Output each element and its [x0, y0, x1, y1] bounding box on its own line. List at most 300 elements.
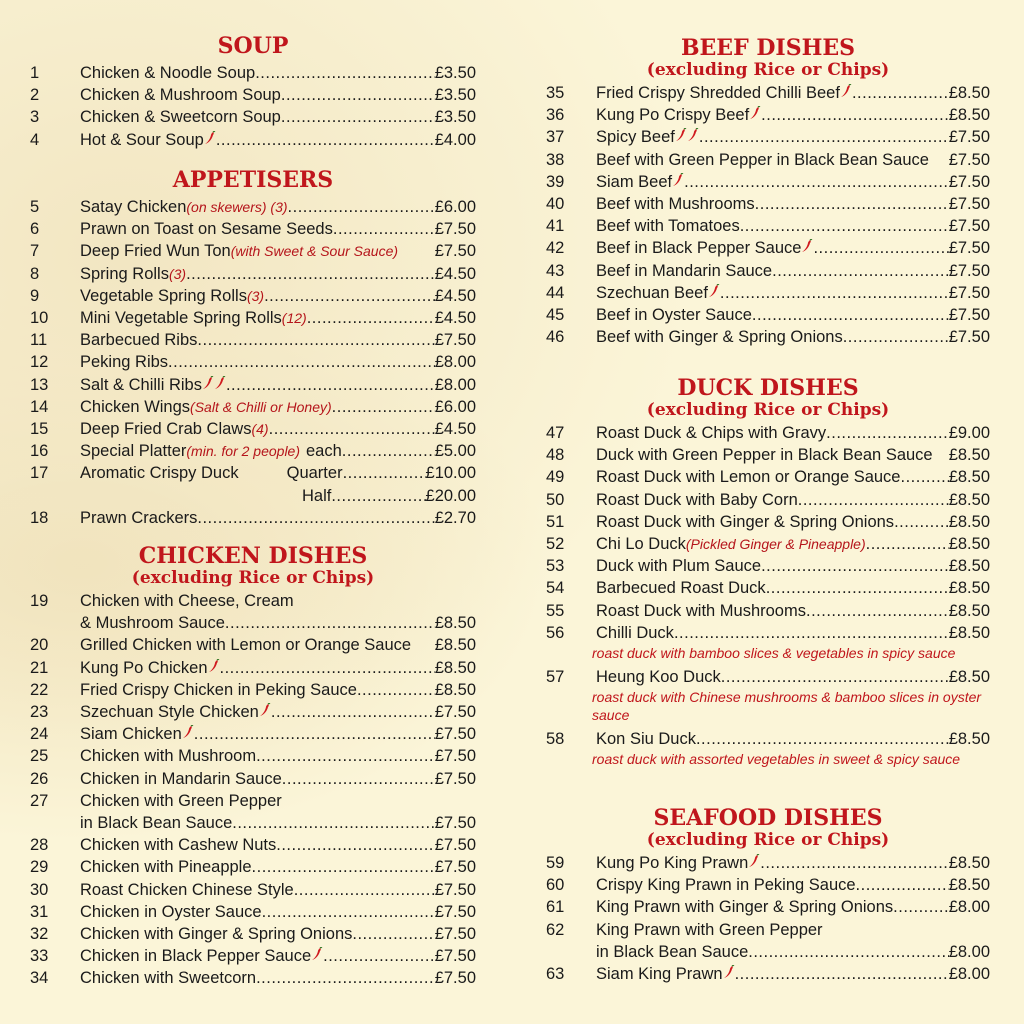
item-name: Chicken in Black Pepper Sauce	[80, 947, 312, 966]
item-name: Kung Po King Prawn	[596, 854, 749, 872]
leader-dots	[761, 555, 949, 577]
menu-item	[30, 723, 476, 745]
item-price: £7.50	[948, 261, 990, 280]
item-number: 59	[546, 854, 565, 872]
item-price: £4.50	[434, 264, 476, 283]
item-number: 56	[546, 623, 565, 642]
leader-dots	[343, 462, 426, 484]
menu-item	[30, 84, 476, 106]
section-title: DUCK DISHES	[677, 375, 859, 401]
item-price: £4.50	[434, 309, 476, 328]
item-name: Fried Crispy Shredded Chilli Beef	[596, 84, 840, 102]
chili-pepper-icon	[708, 282, 720, 304]
item-number: 9	[30, 286, 40, 305]
menu-item	[546, 304, 990, 326]
menu-item	[546, 171, 990, 193]
item-name: Chicken with Cheese, Cream	[80, 592, 294, 610]
menu-item	[546, 489, 990, 511]
menu-item	[546, 149, 990, 171]
item-name: Roast Chicken Chinese Style	[80, 880, 294, 899]
item-number: 43	[546, 261, 565, 280]
menu-item	[30, 285, 476, 307]
chili-pepper-icon	[182, 723, 194, 745]
menu-item	[546, 193, 990, 215]
item-number: 38	[546, 150, 565, 169]
menu-item	[546, 104, 990, 126]
item-name: in Black Bean Sauce	[596, 942, 749, 961]
item-name: Chicken in Oyster Sauce	[80, 902, 262, 921]
item-price: £7.50	[434, 725, 476, 744]
item-number: 17	[30, 464, 49, 483]
menu-item	[30, 307, 476, 329]
item-name: Szechuan Style Chicken	[80, 703, 259, 722]
leader-dots	[760, 852, 948, 874]
chili-pepper-icon	[687, 126, 699, 148]
item-price: £7.50	[434, 769, 476, 788]
item-name: Roast Duck with Baby Corn	[596, 490, 798, 509]
item-name: Special Platter	[80, 442, 187, 461]
item-name: Chicken & Noodle Soup	[80, 64, 256, 82]
item-name: Beef with Ginger & Spring Onions	[596, 328, 843, 347]
leader-dots	[766, 577, 949, 599]
item-price: £8.50	[948, 106, 990, 125]
menu-item	[546, 237, 990, 259]
leader-dots	[281, 106, 435, 128]
leader-dots	[866, 533, 949, 555]
item-name: Beef in Mandarin Sauce	[596, 261, 773, 280]
section-appetisers	[30, 168, 476, 529]
item-name: Chi Lo Duck	[596, 535, 686, 554]
item-name: Duck with Plum Sauce	[596, 557, 762, 576]
leader-dots	[307, 307, 435, 329]
leader-dots	[740, 215, 949, 237]
item-name: Kung Po Crispy Beef	[596, 106, 750, 125]
leader-dots	[332, 396, 435, 418]
leader-dots	[752, 304, 949, 326]
item-name: Crispy King Prawn in Peking Sauce	[596, 876, 856, 895]
menu-item	[30, 679, 476, 701]
item-number: 10	[30, 309, 49, 328]
item-price: £8.50	[948, 557, 990, 576]
item-price: £3.50	[434, 86, 476, 105]
item-number: 63	[546, 965, 565, 984]
item-number: 33	[30, 947, 49, 966]
item-price: £7.50	[948, 217, 990, 236]
menu-item	[30, 612, 476, 634]
item-number: 15	[30, 420, 49, 439]
menu-item	[30, 218, 476, 240]
menu-item	[30, 790, 476, 812]
menu-item	[30, 329, 476, 351]
item-description: roast duck with Chinese mushrooms & bamboo slices in oyster sauce	[592, 689, 982, 724]
leader-dots	[755, 193, 949, 215]
leader-dots	[323, 945, 435, 967]
menu-item	[546, 622, 990, 644]
item-name: Siam Chicken	[80, 725, 182, 744]
item-name: Deep Fried Crab Claws	[80, 420, 252, 439]
item-number: 55	[546, 601, 565, 620]
leader-dots	[735, 963, 949, 985]
item-price: £8.00	[948, 965, 990, 984]
menu-item	[30, 745, 476, 767]
item-name: Fried Crispy Chicken in Peking Sauce	[80, 680, 357, 699]
item-price: £8.00	[434, 353, 476, 372]
item-name: Vegetable Spring Rolls	[80, 286, 247, 305]
menu-item	[546, 577, 990, 599]
item-name: Roast Duck with Mushrooms	[596, 601, 806, 620]
leader-dots	[262, 901, 435, 923]
item-name: in Black Bean Sauce	[80, 814, 233, 833]
item-number: 35	[546, 84, 565, 102]
menu-item	[546, 555, 990, 577]
item-price: £8.50	[434, 680, 476, 699]
item-description: roast duck with assorted vegetables in sweet & spicy sauce	[592, 751, 961, 768]
chili-pepper-icon	[749, 104, 761, 126]
item-number: 8	[30, 264, 40, 283]
item-price: £7.50	[948, 328, 990, 347]
item-price: £7.50	[434, 836, 476, 855]
item-number: 3	[30, 108, 40, 127]
leader-dots	[194, 723, 435, 745]
leader-dots	[852, 82, 949, 104]
item-number: 40	[546, 195, 565, 214]
leader-dots	[288, 196, 435, 218]
item-description: roast duck with bamboo slices & vegetables in spicy sauce	[592, 645, 956, 662]
item-name: Roast Duck & Chips with Gravy	[596, 424, 827, 442]
item-price: £8.50	[948, 512, 990, 531]
chili-pepper-icon	[748, 852, 760, 874]
leader-dots	[226, 374, 435, 396]
leader-dots	[826, 422, 949, 444]
leader-dots	[342, 440, 435, 462]
leader-dots	[806, 600, 949, 622]
item-price: £8.50	[948, 84, 990, 102]
item-number: 22	[30, 680, 49, 699]
leader-dots	[256, 967, 435, 989]
section-title: APPETISERS	[172, 167, 334, 193]
item-name: Chicken with Green Pepper	[80, 791, 282, 810]
item-name: Aromatic Crispy Duck	[80, 464, 239, 483]
item-number: 36	[546, 106, 565, 125]
leader-dots	[813, 237, 948, 259]
item-price: £8.50	[948, 446, 990, 465]
item-number: 2	[30, 86, 40, 105]
item-number: 52	[546, 535, 565, 554]
item-name: Grilled Chicken with Lemon or Orange Sauce	[80, 636, 412, 655]
item-name: Barbecued Roast Duck	[596, 579, 766, 598]
item-name: Salt & Chilli Ribs	[80, 375, 202, 394]
menu-item	[30, 374, 476, 396]
menu-item	[546, 126, 990, 148]
menu-item	[30, 879, 476, 901]
menu-item	[546, 82, 990, 104]
item-portion: Quarter	[286, 464, 343, 483]
leader-dots	[168, 351, 435, 373]
menu-item	[30, 768, 476, 790]
item-number: 13	[30, 375, 49, 394]
menu-item	[546, 466, 990, 488]
section-soup	[30, 34, 476, 151]
menu-item	[546, 941, 990, 963]
item-price: £8.50	[948, 579, 990, 598]
chili-pepper-icon	[214, 374, 226, 396]
chili-pepper-icon	[675, 126, 687, 148]
section-title: BEEF DISHES	[680, 35, 856, 61]
leader-dots	[684, 171, 949, 193]
item-name: Prawn on Toast on Sesame Seeds	[80, 220, 333, 239]
menu-item	[30, 440, 476, 462]
menu-item	[30, 196, 476, 218]
item-price: £7.50	[434, 331, 476, 350]
menu-item	[546, 728, 990, 750]
leader-dots	[282, 768, 435, 790]
leader-dots	[720, 282, 949, 304]
item-number: 4	[30, 130, 40, 149]
menu-item	[30, 462, 476, 484]
item-number: 21	[30, 658, 49, 677]
item-name: Roast Duck with Ginger & Spring Onions	[596, 512, 895, 531]
menu-item	[546, 600, 990, 622]
item-name: Siam King Prawn	[596, 965, 723, 984]
item-name: King Prawn with Green Pepper	[596, 920, 823, 939]
menu-item	[546, 444, 990, 466]
chili-pepper-icon	[840, 82, 852, 104]
item-number: 44	[546, 283, 565, 302]
item-number: 34	[30, 969, 49, 988]
leader-dots	[357, 679, 435, 701]
item-price: £7.50	[948, 195, 990, 214]
leader-dots	[264, 285, 435, 307]
item-price: £2.70	[434, 508, 476, 527]
section-seafood-dishes	[546, 806, 990, 985]
item-number: 19	[30, 592, 49, 610]
leader-dots	[220, 657, 435, 679]
item-note: (4)	[251, 421, 269, 438]
item-number: 26	[30, 769, 49, 788]
item-name: Peking Ribs	[80, 353, 169, 372]
section-subtitle: (excluding Rice or Chips)	[646, 400, 890, 420]
item-number: 16	[30, 442, 49, 461]
item-price: £8.50	[948, 854, 990, 872]
item-price: £7.50	[434, 242, 476, 261]
item-number: 48	[546, 446, 565, 465]
item-name: Szechuan Beef	[596, 283, 708, 302]
item-note: (3)	[168, 265, 187, 282]
leader-dots	[352, 923, 434, 945]
item-portion: each	[306, 442, 342, 461]
section-subtitle: (excluding Rice or Chips)	[131, 568, 375, 588]
item-number: 42	[546, 239, 565, 258]
item-price: £5.00	[434, 442, 476, 461]
menu-item	[546, 919, 990, 941]
item-number: 54	[546, 579, 565, 598]
menu-item	[546, 422, 990, 444]
item-name: Chicken in Mandarin Sauce	[80, 769, 282, 788]
item-number: 62	[546, 920, 565, 939]
item-number: 32	[30, 925, 49, 944]
item-price: £8.50	[948, 730, 990, 749]
item-price: £8.50	[948, 490, 990, 509]
item-name: Chicken with Pineapple	[80, 858, 252, 877]
item-number: 27	[30, 791, 49, 810]
item-price: £8.50	[948, 535, 990, 554]
menu-item	[546, 533, 990, 555]
leader-dots	[255, 62, 435, 84]
menu-item	[30, 351, 476, 373]
item-name: King Prawn with Ginger & Spring Onions	[596, 898, 894, 917]
leader-dots	[699, 126, 949, 148]
item-price: £4.50	[434, 420, 476, 439]
menu-item	[30, 856, 476, 878]
item-number: 39	[546, 172, 565, 191]
item-price: £7.50	[948, 283, 990, 302]
item-name: Deep Fried Wun Ton	[80, 242, 231, 261]
leader-dots	[271, 701, 435, 723]
item-name: Prawn Crackers	[80, 508, 198, 527]
item-number: 50	[546, 490, 565, 509]
item-price: £7.50	[434, 814, 476, 833]
item-name: Chicken with Ginger & Spring Onions	[80, 925, 353, 944]
menu-item	[546, 852, 990, 874]
item-number: 14	[30, 397, 49, 416]
item-number: 6	[30, 220, 40, 239]
item-price: £7.50	[434, 703, 476, 722]
item-price: £7.50	[948, 128, 990, 147]
item-price: £7.50	[948, 150, 990, 169]
item-name: Beef with Tomatoes	[596, 217, 740, 236]
chili-pepper-icon	[311, 945, 323, 967]
item-number: 61	[546, 898, 565, 917]
item-price: £4.50	[434, 286, 476, 305]
chili-pepper-icon	[204, 129, 216, 151]
item-price: £8.50	[948, 876, 990, 895]
item-number: 23	[30, 703, 49, 722]
item-price: £9.00	[948, 424, 990, 442]
menu-item	[546, 896, 990, 918]
item-price: £7.50	[434, 902, 476, 921]
item-note: (on skewers) (3)	[186, 199, 288, 215]
leader-dots	[901, 466, 949, 488]
item-number: 31	[30, 902, 49, 921]
leader-dots	[186, 263, 435, 285]
chili-pepper-icon	[672, 171, 684, 193]
item-price: £7.50	[434, 747, 476, 766]
item-price: £3.50	[434, 108, 476, 127]
leader-dots	[333, 218, 435, 240]
section-title: SOUP	[217, 33, 289, 59]
menu-item	[546, 326, 990, 348]
item-number: 12	[30, 353, 49, 372]
menu-item	[30, 507, 476, 529]
item-number: 41	[546, 217, 565, 236]
item-name: Chicken with Cashew Nuts	[80, 836, 277, 855]
item-number: 25	[30, 747, 49, 766]
item-name: & Mushroom Sauce	[80, 614, 225, 633]
item-price: £4.00	[434, 130, 476, 149]
item-name: Kon Siu Duck	[596, 730, 696, 749]
section-title: CHICKEN DISHES	[138, 543, 368, 569]
item-note: (Salt & Chilli or Honey)	[190, 398, 332, 415]
leader-dots	[232, 812, 434, 834]
item-name: Chicken & Sweetcorn Soup	[80, 108, 281, 127]
item-price: £7.50	[434, 220, 476, 239]
menu-item	[30, 485, 476, 507]
leader-dots	[269, 418, 435, 440]
item-price: £7.50	[434, 858, 476, 877]
item-number: 7	[30, 242, 40, 261]
leader-dots	[894, 511, 949, 533]
item-price: £6.00	[434, 198, 476, 216]
item-name: Heung Koo Duck	[596, 668, 721, 687]
item-price: £8.00	[948, 942, 990, 961]
leader-dots	[772, 260, 949, 282]
item-name: Roast Duck with Lemon or Orange Sauce	[596, 468, 901, 487]
section-beef-dishes	[546, 36, 990, 348]
menu-item	[30, 418, 476, 440]
leader-dots	[281, 84, 435, 106]
section-subtitle: (excluding Rice or Chips)	[646, 60, 890, 80]
item-portion: Half	[302, 486, 332, 505]
menu-item	[30, 967, 476, 989]
item-price: £8.50	[434, 614, 476, 633]
leader-dots	[216, 129, 435, 151]
menu-item	[30, 590, 476, 612]
item-number: 47	[546, 424, 565, 442]
item-price: £8.50	[948, 468, 990, 487]
item-number: 53	[546, 557, 565, 576]
item-price: £3.50	[434, 64, 476, 82]
item-name: Hot & Sour Soup	[80, 130, 204, 149]
menu-item	[546, 963, 990, 985]
section-chicken-dishes	[30, 544, 476, 990]
menu-item	[30, 701, 476, 723]
leader-dots	[331, 485, 425, 507]
item-number: 58	[546, 730, 565, 749]
item-price: £8.00	[948, 898, 990, 917]
item-price: £20.00	[425, 486, 476, 505]
menu-item	[30, 129, 476, 151]
menu-item	[30, 834, 476, 856]
item-name: Kung Po Chicken	[80, 658, 208, 677]
item-name: Beef in Black Pepper Sauce	[596, 239, 802, 258]
chili-pepper-icon	[208, 657, 220, 679]
item-name: Siam Beef	[596, 172, 673, 191]
menu-item	[30, 62, 476, 84]
leader-dots	[197, 329, 434, 351]
item-number: 51	[546, 512, 565, 531]
leader-dots	[798, 489, 949, 511]
item-name: Chicken Wings	[80, 397, 191, 416]
item-price: £10.00	[425, 464, 476, 483]
menu-item	[30, 945, 476, 967]
item-number: 24	[30, 725, 49, 744]
item-number: 46	[546, 328, 565, 347]
section-title: SEAFOOD DISHES	[653, 805, 883, 831]
leader-dots	[252, 856, 435, 878]
leader-dots	[696, 728, 949, 750]
item-note: (with Sweet & Sour Sauce)	[230, 243, 399, 260]
section-subtitle: (excluding Rice or Chips)	[646, 830, 890, 850]
item-number: 5	[30, 198, 40, 216]
item-name: Spicy Beef	[596, 128, 675, 147]
item-price: £7.50	[434, 969, 476, 988]
item-name: Chicken with Mushroom	[80, 747, 257, 766]
menu-item	[30, 263, 476, 285]
leader-dots	[294, 879, 435, 901]
item-number: 28	[30, 836, 49, 855]
leader-dots	[256, 745, 435, 767]
item-note: (12)	[281, 310, 307, 327]
